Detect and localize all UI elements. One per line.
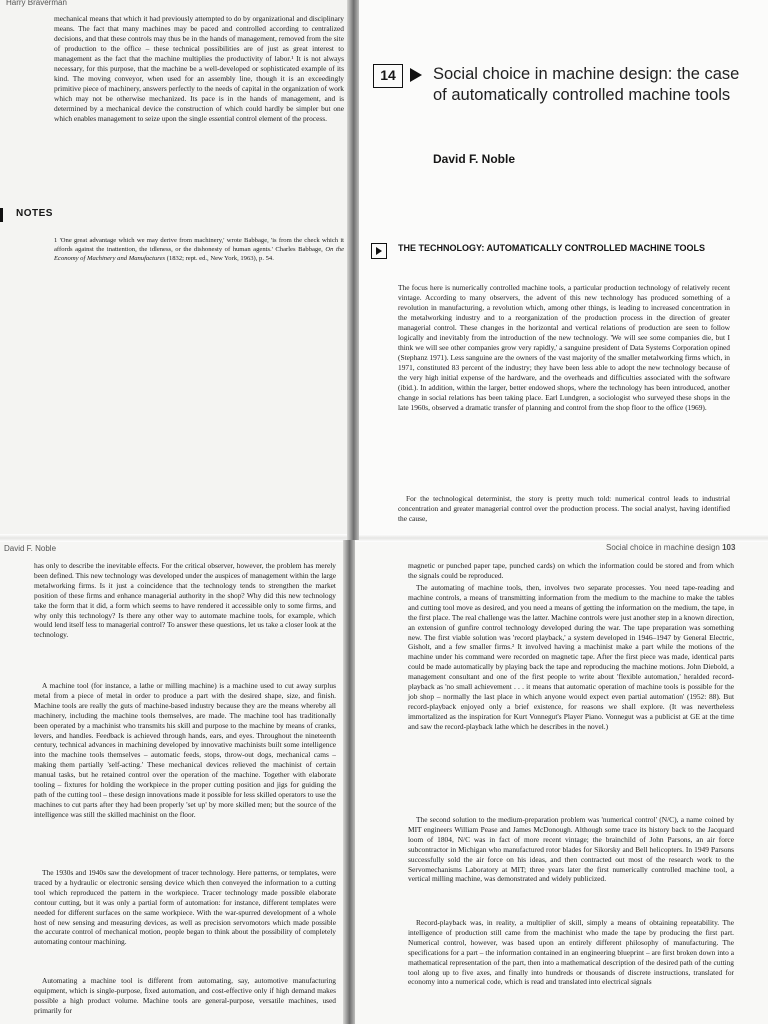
- book-gutter-top: [347, 0, 359, 540]
- section-arrow-icon: [371, 243, 387, 259]
- automation-paragraph-2: The automating of machine tools, then, involves two separate processes. You need tape-reading and machine controls, a means of transmitting information from the medium to the machine to make the tables and cutting tool move as desired, and you need a means of getting the information on the medium, the tape, in the first place. The real challenge was the latter. Machine controls were just another step in a known direction, an extension of gunfire control technology developed during the war. The tape preparation was something new. The first viable solution was 'record playback,' a system developed in 1946–1947 by General Electric, Gisholt, and a few smaller firms.² It involved having a machinist make a part while the motions of the machine under his command were recorded on magnetic tape. After the first piece was made, identical parts could be made automatically by playing back the tape and reproducing the machine motions. John Diebold, a management consultant and one of the first people to write about 'flexible automation,' heralded record-playback as 'no small achievement . . . it means that automatic operation of machine tools is possible for the job shop – normally the last place in which anyone would expect even partial automation' (1952: 88). But record-playback enjoyed only a brief existence, for reasons we shall explore. (It was nevertheless immortalized as the inspiration for Kurt Vonnegut's Player Piano. Vonnegut was a publicist at GE at the time and saw the record-playback lathe which he describes in the novel.): [408, 583, 734, 731]
- page-number: 103: [722, 543, 736, 552]
- footnote-1-title: On the Economy of Machinery and Manufactures: [54, 246, 344, 262]
- noble-paragraph-1: The focus here is numerically controlled machine tools, a particular production technology of relatively recent vintage. According to many observers, the advent of this new technology has produced something of a revolution in manufacturing, a revolution which, among other things, is leading to increased concentration in the metalworking industry and to a reorganization of the production process in the direction of greater managerial control. These changes in the horizontal and vertical relations of production are seen to follow logically and inevitably from the introduction of the new technology. 'We will see some companies die, but I think we will see other companies grow very rapidly,' a sanguine president of Data Systems Corporation opined (Stephanz 1971). Less sanguine are the owners of the vast majority of the smaller metalworking firms which, in 1971, constituted 83 percent of the industry; they have been less able to adopt the new technology because of the very high initial expense of the hardware, and the overheads and difficulties associated with the software (ibid.). In addition, within the larger, better endowed shops, where the technology has been introduced, another change in social relations has been taking place. Earl Lundgren, a sociologist who surveyed these shops in the late 1960s, observed a dramatic transfer of planning and control from the shop floor to the office (1969).: [398, 283, 730, 412]
- noble-paragraph-2: For the technological determinist, the story is pretty much told: numerical control leads to industrial concentration and greater managerial control over the production process. The social analyst, having identified the cause,: [398, 494, 730, 523]
- machine-tool-paragraph-3: The 1930s and 1940s saw the development of tracer technology. Here patterns, or templates, were traced by a hydraulic or electronic sensing device which then conveyed the information to a cutting tool which reproduced the pattern in the workpiece. Tracer technology made possible elaborate contour cutting, but it was only a partial form of automation: for instance, different templates were needed for different surfaces on the same workpiece. With the war-spurred development of a whole host of new sensing and measuring devices, as well as precision servomotors which made possible the accurate control of mechanical motion, people began to think about the possibility of completely automating contour machining.: [34, 868, 336, 947]
- section-heading: THE TECHNOLOGY: AUTOMATICALLY CONTROLLED MACHINE TOOLS: [398, 243, 705, 253]
- running-head-title: [606, 543, 735, 552]
- notes-heading: NOTES: [16, 208, 53, 219]
- running-head-noble: David F. Noble: [4, 544, 57, 553]
- footnote-1: [54, 236, 344, 263]
- running-head-title-text: Social choice in machine design: [606, 543, 720, 552]
- automation-paragraph-1: magnetic or punched paper tape, punched cards) on which the information could be stored and from which the signals could be reproduced.: [408, 561, 734, 580]
- braverman-paragraph: mechanical means that which it had previously attempted to do by organizational and disciplinary means. The fact that many machines may be paced and controlled according to centralized decisions, and that these controls may thus be in the hands of management, removed from the site of production to the office – these technical possibilities are of just as great interest to management as the fact that the machine multiplies the productivity of labor.¹ It is not always necessary, for this purpose, that the machine be a well-developed or sophisticated example of its kind. The moving conveyor, when used for an assembly line, though it is an exceedingly primitive piece of machinery, answers perfectly to the needs of capital in the organization of work which may not be otherwise mechanized. Its pace is in the hands of management, and is determined by a mechanical device the construction of which could hardly be simpler but one which enables management to seize upon the single essential control element of the process.: [54, 14, 344, 123]
- machine-tool-paragraph-1: has only to describe the inevitable effects. For the critical observer, however, the problem has merely been defined. This new technology was developed under the auspices of management within the large metalworking firms. Is it just a coincidence that the technology tends to strengthen the market position of these firms and enhance managerial authority in the shop? Why did this new technology take the form that it did, a form which seems to have rendered it accessible only to some firms, and why only this technology? Is there any other way to automate machine tools, for example, which would lend itself less to managerial control? To answer these questions, let us take a closer look at the technology.: [34, 561, 336, 640]
- page-top-left: [0, 0, 356, 540]
- machine-tool-paragraph-2: A machine tool (for instance, a lathe or milling machine) is a machine used to cut away surplus metal from a piece of metal in order to produce a part with the desired shape, size, and finish. Machine tools are really the guts of machine-based industry because they are the means whereby all machinery, including the machine tools themselves, are made. The machine tool has traditionally been operated by a machinist who transmits his skill and purpose to the machine by means of cranks, levers, and handles. Feedback is achieved through hands, ears, and eyes. Throughout the nineteenth century, technical advances in machining developed by innovative machinists built some intelligence into the machine tools themselves – automatic feeds, stops, throw-out dogs, mechanical cams – making them partially 'self-acting.' These mechanical devices relieved the machinist of certain manual tasks, but he retained control over the operation of the machine. Together with elaborate tooling – fixtures for holding the workpiece in the proper cutting position and jigs for guiding the path of the cutting tool – these design innovations made it possible for less skilled operators to use the machines to cut parts after they had been properly 'set up' by more skilled men; but the source of the intelligence was still the skilled machinist on the floor.: [34, 681, 336, 819]
- footnote-1-post: (1832; rept. ed., New York, 1963), p. 54.: [165, 255, 274, 262]
- machine-tool-paragraph-4: Automating a machine tool is different from automating, say, automotive manufacturing equipment, which is single-purpose, fixed automation, and cost-effective only if high demand makes possible a high product volume. Machine tools are general-purpose, versatile machines, used primarily for: [34, 976, 336, 1015]
- chapter-arrow-icon: [410, 68, 422, 82]
- chapter-author: David F. Noble: [433, 152, 516, 166]
- footnote-1-pre: 1 'One great advantage which we may derive from machinery,' wrote Babbage, 'is from the check which it affords against the inattention, the idleness, or the dishonesty of human agents.' Charles Babbage,: [54, 237, 344, 253]
- chapter-number: 14: [373, 64, 403, 88]
- book-gutter-bottom: [343, 540, 355, 1024]
- automation-paragraph-4: Record-playback was, in reality, a multiplier of skill, simply a means of obtaining repeatability. The intelligence of production still came from the machinist who made the tape by producing the first part. Numerical control, however, was based upon an entirely different philosophy of manufacturing. The specifications for a part – the information contained in an engineering blueprint – are first broken down into a mathematical representation of the part, then into a mathematical description of the desired path of the cutting tool along up to five axes, and finally into hundreds or thousands of discrete instructions, translated for economy into a numerical code, which is read and translated into electrical signals: [408, 918, 734, 987]
- horizontal-fold: [0, 534, 768, 542]
- chapter-title: Social choice in machine design: the case of automatically controlled machine tools: [433, 65, 740, 104]
- automation-paragraph-3: The second solution to the medium-preparation problem was 'numerical control' (N/C), a name coined by MIT engineers William Pease and James McDonough. Although some trace its history back to the Jacquard loom of 1804, N/C was in fact of more recent vintage; the brainchild of John Parsons, an air force subcontractor in Michigan who manufactured rotor blades for Sikorsky and Bell helicopters. In 1949 Parsons successfully sold the air force on his ideas, and then contracted out most of the research work to the Servomechanisms Laboratory at MIT; three years later the first numerically controlled machine tool, a vertical milling machine, was demonstrated and widely publicized.: [408, 815, 734, 884]
- notes-marker: [0, 208, 3, 222]
- running-head-braverman: Harry Braverman: [6, 0, 67, 7]
